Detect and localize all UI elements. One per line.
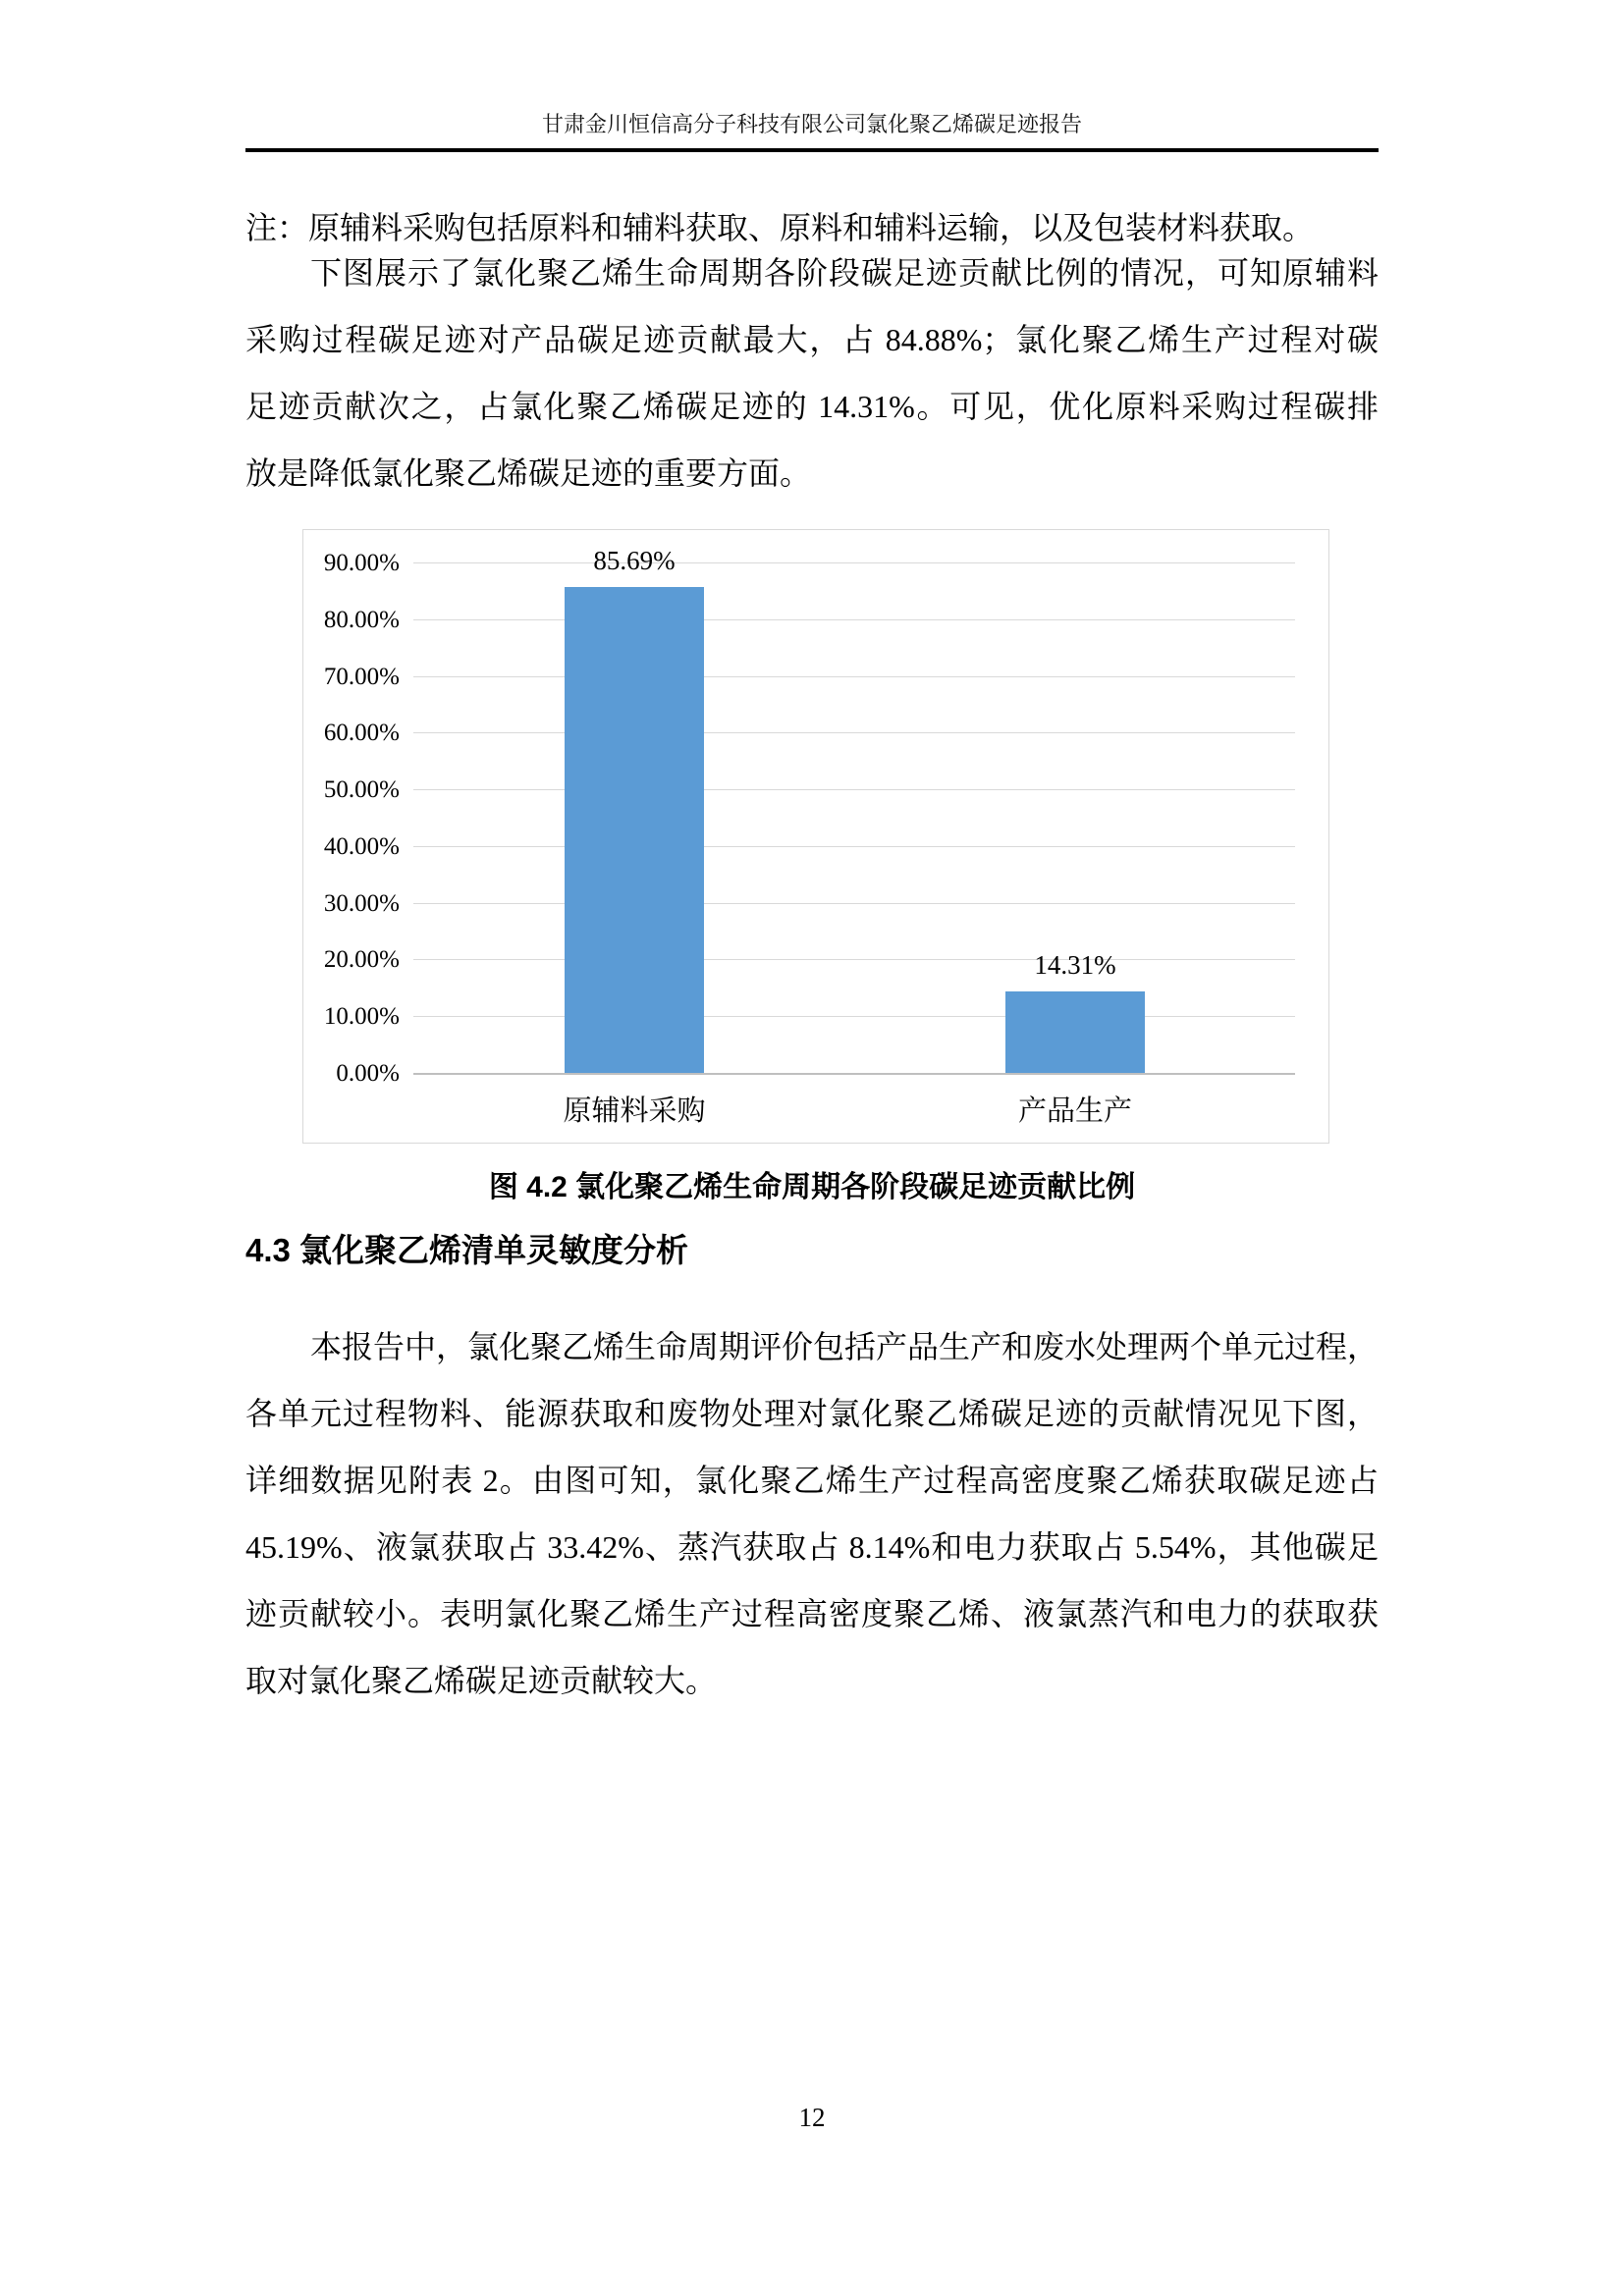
- y-tick-label: 30.00%: [323, 890, 400, 917]
- text-line: 迹贡献较小。表明氯化聚乙烯生产过程高密度聚乙烯、液氯蒸汽和电力的获取获: [245, 1596, 1379, 1631]
- y-tick-label: 60.00%: [323, 720, 400, 746]
- x-category-label: 产品生产: [1017, 1095, 1132, 1127]
- gridline: [413, 676, 1295, 677]
- text-line: 本报告中，氯化聚乙烯生命周期评价包括产品生产和废水处理两个单元过程，: [310, 1329, 1379, 1364]
- bar-1: [565, 587, 704, 1073]
- gridline: [413, 1016, 1295, 1017]
- bar-2: [1005, 991, 1145, 1073]
- paragraph-2: [245, 1313, 1379, 1714]
- bar-chart: [302, 529, 1329, 1144]
- text-line: 详细数据见附表 2。由图可知，氯化聚乙烯生产过程高密度聚乙烯获取碳足迹占: [245, 1463, 1379, 1498]
- page-number: 12: [798, 2103, 826, 2132]
- text-line: 采购过程碳足迹对产品碳足迹贡献最大，占 84.88%；氯化聚乙烯生产过程对碳: [245, 322, 1379, 357]
- gridline: [413, 846, 1295, 847]
- text-line: 下图展示了氯化聚乙烯生命周期各阶段碳足迹贡献比例的情况，可知原辅料: [310, 255, 1379, 291]
- y-tick-label: 20.00%: [323, 946, 400, 973]
- text-line: 各单元过程物料、能源获取和废物处理对氯化聚乙烯碳足迹的贡献情况见下图，: [245, 1396, 1379, 1431]
- y-tick-label: 90.00%: [323, 550, 400, 576]
- figure-caption: 图 4.2 氯化聚乙烯生命周期各阶段碳足迹贡献比例: [488, 1171, 1136, 1203]
- note-line: 注：原辅料采购包括原料和辅料获取、原料和辅料运输，以及包装材料获取。: [245, 210, 1315, 245]
- gridline: [413, 789, 1295, 790]
- y-tick-label: 80.00%: [323, 607, 400, 633]
- text-line: 放是降低氯化聚乙烯碳足迹的重要方面。: [245, 455, 812, 491]
- page-header-title: 甘肃金川恒信高分子科技有限公司氯化聚乙烯碳足迹报告: [541, 112, 1082, 136]
- text-line: 足迹贡献次之，占氯化聚乙烯碳足迹的 14.31%。可见，优化原料采购过程碳排: [245, 389, 1379, 424]
- section-heading: 4.3 氯化聚乙烯清单灵敏度分析: [245, 1232, 689, 1268]
- header-rule: [245, 148, 1379, 152]
- x-axis-line: [413, 1073, 1295, 1075]
- gridline: [413, 732, 1295, 733]
- y-tick-label: 70.00%: [323, 664, 400, 690]
- gridline: [413, 903, 1295, 904]
- y-tick-label: 50.00%: [323, 776, 400, 803]
- paragraph-1: [245, 240, 1379, 507]
- y-tick-label: 0.00%: [336, 1060, 400, 1087]
- bar-value-label: 14.31%: [1034, 950, 1116, 980]
- gridline: [413, 619, 1295, 620]
- text-line: 45.19%、液氯获取占 33.42%、蒸汽获取占 8.14%和电力获取占 5.54%，其他碳足: [245, 1529, 1379, 1565]
- bar-value-label: 85.69%: [593, 546, 676, 575]
- y-tick-label: 40.00%: [323, 833, 400, 860]
- y-tick-label: 10.00%: [323, 1003, 400, 1030]
- x-category-label: 原辅料采购: [563, 1095, 706, 1127]
- text-line: 取对氯化聚乙烯碳足迹贡献较大。: [245, 1663, 718, 1698]
